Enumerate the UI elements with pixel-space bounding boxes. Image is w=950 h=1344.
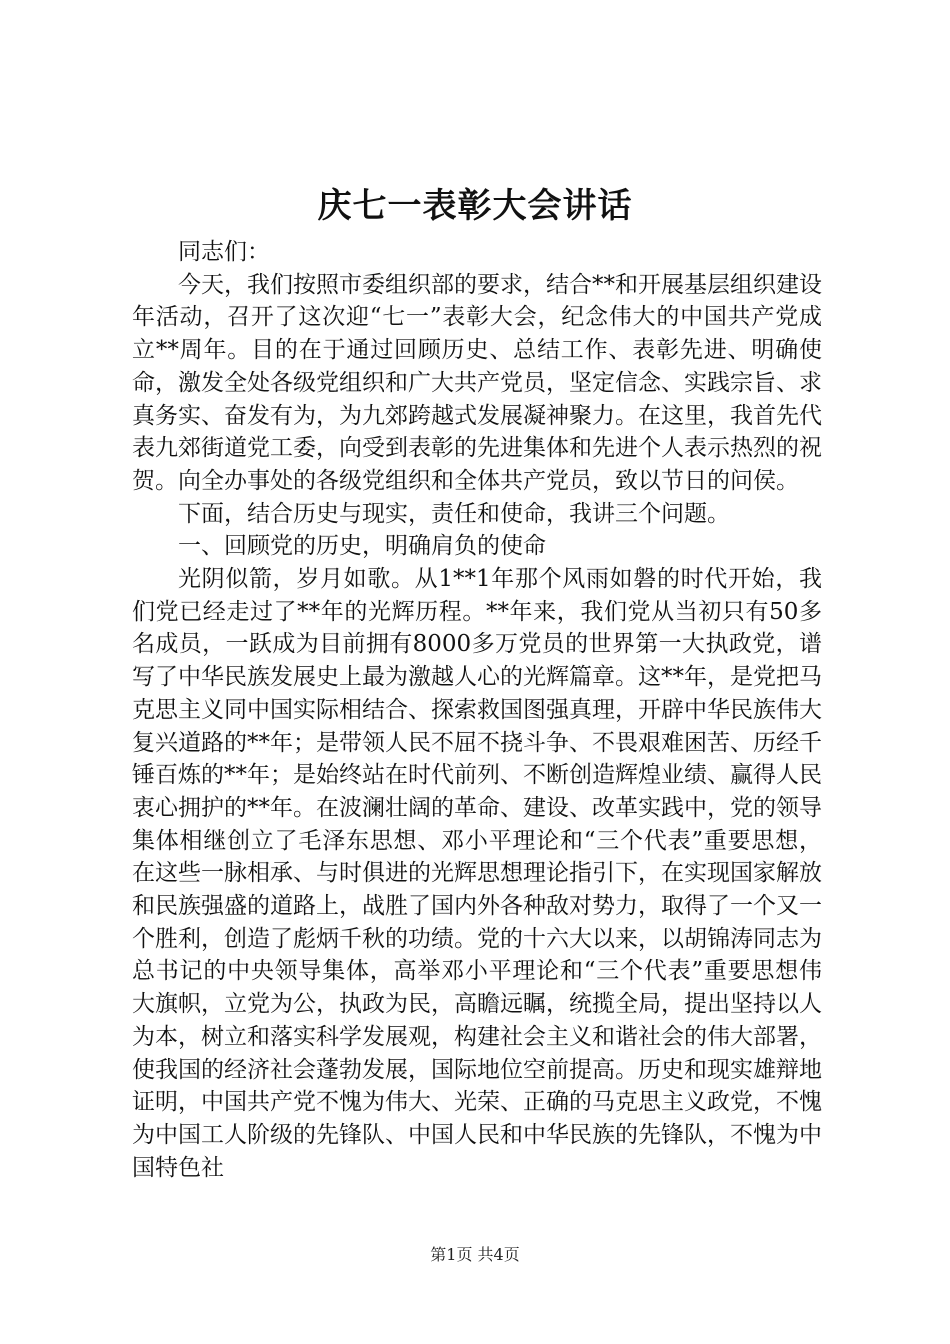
outline-paragraph: 下面，结合历史与现实，责任和使命，我讲三个问题。 <box>178 500 730 527</box>
history-paragraph: 光阴似箭，岁月如歌。从1**1年那个风雨如磐的时代开始，我们党已经走过了**年的光辉历程。**年来，我们党从当初只有50多名成员，一跃成为目前拥有8000多万党员的世界第一大执政党，谱写了中华民族发展史上最为激越人心的光辉篇章。这**年，是党把马克思主义同中国实际相结合、探索救国图强真理，开辟中华民族伟大复兴道路的**年；是带领人民不屈不挠斗争、不畏艰难困苦、历经千锤百炼的**年；是始终站在时代前列、不断创造辉煌业绩、赢得人民衷心拥护的**年。在波澜壮阔的革命、建设、改革实践中，党的领导集体相继创立了毛泽东思想、邓小平理论和“三个代表”重要思想，在这些一脉相承、与时俱进的光辉思想理论指引下，在实现国家解放和民族强盛的道路上，战胜了国内外各种敌对势力，取得了一个又一个胜利，创造了彪炳千秋的功绩。党的十六大以来，以胡锦涛同志为总书记的中央领导集体，高举邓小平理论和“三个代表”重要思想伟大旗帜，立党为公，执政为民，高瞻远瞩，统揽全局，提出坚持以人为本，树立和落实科学发展观，构建社会主义和谐社会的伟大部署，使我国的经济社会蓬勃发展，国际地位空前提高。历史和现实雄辩地证明，中国共产党不愧为伟大、光荣、正确的马克思主义政党，不愧为中国工人阶级的先锋队、中国人民和中华民族的先锋队，不愧为中国特色社 <box>132 566 822 1181</box>
opening-paragraph: 今天，我们按照市委组织部的要求，结合**和开展基层组织建设年活动，召开了这次迎“七一”表彰大会，纪念伟大的中国共产党成立**周年。目的在于通过回顾历史、总结工作、表彰先进、明确使命，激发全处各级党组织和广大共产党员，坚定信念、实践宗旨、求真务实、奋发有为，为九郊跨越式发展凝神聚力。在这里，我首先代表九郊街道党工委，向受到表彰的先进集体和先进个人表示热烈的祝贺。向全办事处的各级党组织和全体共产党员，致以节日的问侯。 <box>132 271 822 494</box>
document-title: 庆七一表彰大会讲话 <box>317 186 633 226</box>
page-footer: 第1页 共4页 <box>430 1245 520 1264</box>
section-heading: 一、回顾党的历史，明确肩负的使命 <box>178 533 546 560</box>
document-body <box>132 236 822 1184</box>
salutation-paragraph: 同志们： <box>178 239 270 265</box>
